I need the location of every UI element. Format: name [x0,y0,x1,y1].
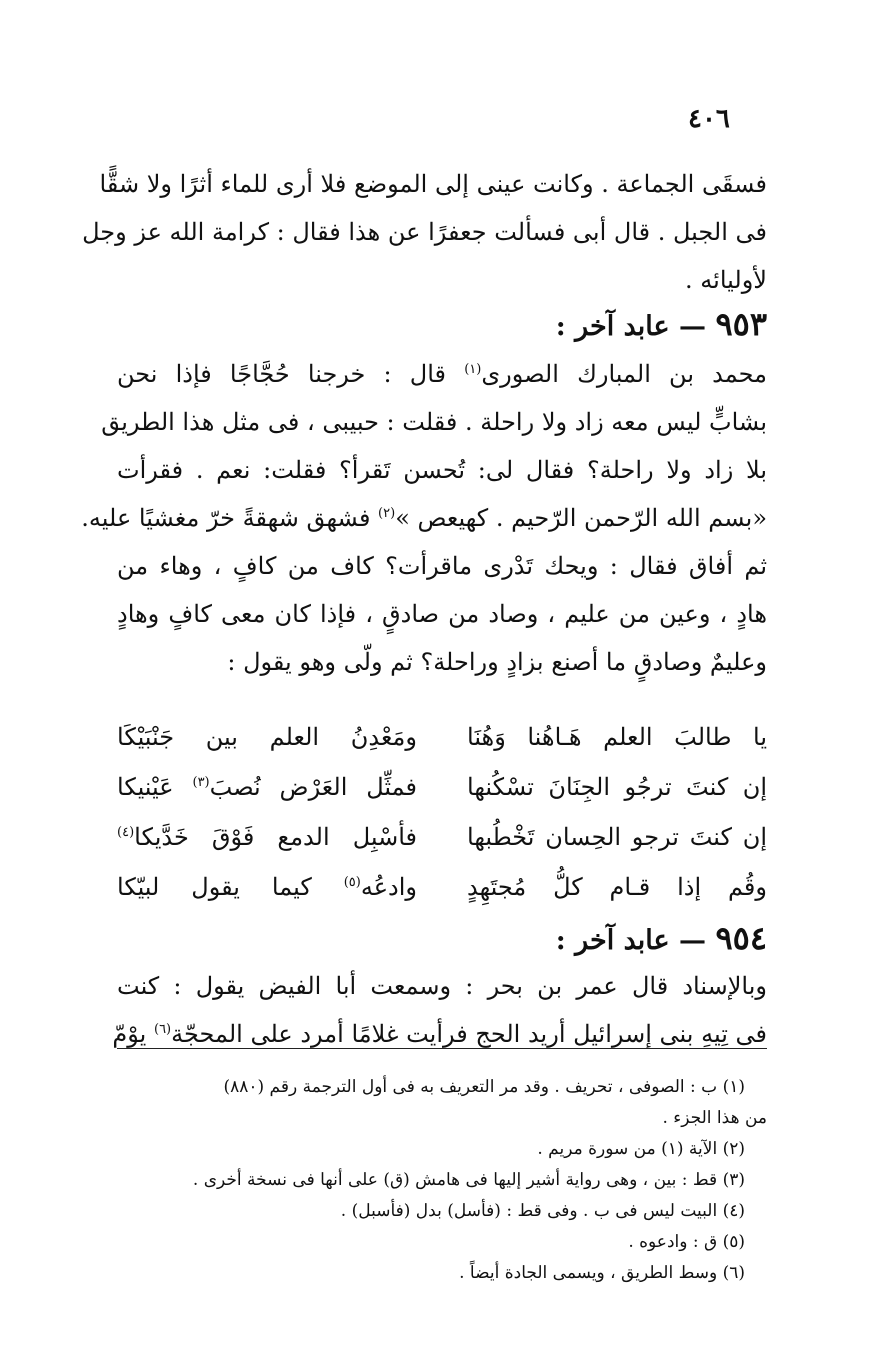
text-run: فى تِيهِ بنى إسرائيل أريد الحج فرأيت غلامًا أمرد على المحجّة [171,1020,767,1048]
text-run: محمد بن المبارك الصورى [481,360,767,388]
footnote: (٣) قط : بين ، وهى رواية أشير إليها فى هامش (ق) على أنها فى نسخة أخرى . [192,1170,745,1190]
section-heading [117,916,767,960]
paragraph-954 [112,962,767,1058]
poem [117,712,767,912]
poem-verse [117,762,767,812]
verse-second-half [117,862,417,912]
footnote-marker: (١) [464,362,482,377]
text-line: هادٍ ، وعين من عليم ، وصاد من صادقٍ ، فإذا كان معى كافٍ وهادٍ [117,600,767,628]
footnote: (٦) وسط الطريق ، ويسمى الجادة أيضاً . [459,1263,745,1283]
page-number: ٤٠٦ [688,104,730,134]
footnote-marker: (٢) [378,506,396,521]
text-run: «بسم الله الرّحمن الرّحيم . كهيعص » [395,504,767,532]
footnote-separator [117,1048,767,1049]
text-run: وادعُه [360,873,417,901]
text-line: بشابٍّ ليس معه زاد ولا راحلة . فقلت : حبيبى ، فى مثل هذا الطريق [101,408,767,436]
verse-second-half [117,762,417,812]
verse-second-half [117,812,417,862]
poem-verse [117,862,767,912]
footnotes [117,1072,767,1289]
footnote: (٤) البيت ليس فى ب . وفى قط : (فأسل) بدل (فأسبل) . [340,1201,745,1221]
verse-first-half: وقُم إذا قـام كلُّ مُجتَهِدٍ [467,873,767,901]
text-run: فمثِّل العَرْض نُصبَ [209,773,417,801]
section-title: عابد آخر : [555,311,670,342]
paragraph-continuation [82,160,767,304]
verse-first-half: يا طالبَ العلم هَـاهُنا وَهُنَا [467,723,767,751]
text-line [117,350,767,398]
heading-dash: — [679,925,707,956]
footnote: (٥) ق : وادعوه . [628,1232,745,1252]
poem-verse [117,812,767,862]
section-title: عابد آخر : [555,925,670,956]
paragraph-953 [81,350,767,686]
verse-first-half: إن كنتَ ترجُو الجِنَانَ تسْكُنها [467,773,767,801]
text-run: عَيْنيكا [117,773,193,801]
section-heading-954 [117,916,767,960]
footnote-continuation: من هذا الجزء . [662,1108,767,1128]
text-line: وبالإسناد قال عمر بن بحر : وسمعت أبا الفيض يقول : كنت [117,972,767,1000]
section-number: ٩٥٤ [715,919,767,957]
verse-second-half: ومَعْدِنُ العلم بين جَنْبَيْكَا [117,723,417,751]
text-run: قال : خرجنا حُجَّاجًا فإذا نحن [117,360,465,388]
text-run: فشهق شهقةً خرّ مغشيًا عليه. [81,504,379,532]
text-run: فأسْبِل الدمع فَوْقَ خَدَّيكا [134,823,417,851]
footnote-marker: (٣) [192,775,210,790]
footnote: (٢) الآية (١) من سورة مريم . [537,1139,745,1159]
section-number: ٩٥٣ [715,305,767,343]
heading-dash: — [679,311,707,342]
footnote: (١) ب : الصوفى ، تحريف . وقد مر التعريف به فى أول الترجمة رقم (٨٨٠) [223,1077,745,1097]
text-line: ثم أفاق فقال : ويحك تَدْرى ماقرأت؟ كاف من كافٍ ، وهاء من [117,552,767,580]
text-line: فسقَى الجماعة . وكانت عينى إلى الموضع فلا أرى للماء أثرًا ولا شقًّا [99,170,767,198]
text-line: وعليمٌ وصادقٍ ما أصنع بزادٍ وراحلة؟ ثم ولّى وهو يقول : [227,648,767,676]
section-heading [117,302,767,346]
text-run: يوْمّ [112,1020,154,1048]
footnote-marker: (٦) [153,1022,172,1037]
text-line [81,494,767,542]
poem-verse [117,712,767,762]
verse-first-half: إن كنتَ ترجو الحِسان تَخْطُبها [467,823,767,851]
text-run: كيما يقول لبيّكا [117,873,344,901]
footnote-marker: (٥) [343,875,361,890]
text-line [112,1010,767,1058]
section-heading-953 [117,302,767,346]
footnote-marker: (٤) [117,825,135,840]
text-line: بلا زاد ولا راحلة؟ فقال لى: تُحسن تَقرأ؟ فقلت: نعم . فقرأت [117,456,767,484]
text-line: فى الجبل . قال أبى فسألت جعفرًا عن هذا فقال : كرامة الله عز وجل [82,218,767,246]
text-line: لأوليائه . [685,266,767,294]
